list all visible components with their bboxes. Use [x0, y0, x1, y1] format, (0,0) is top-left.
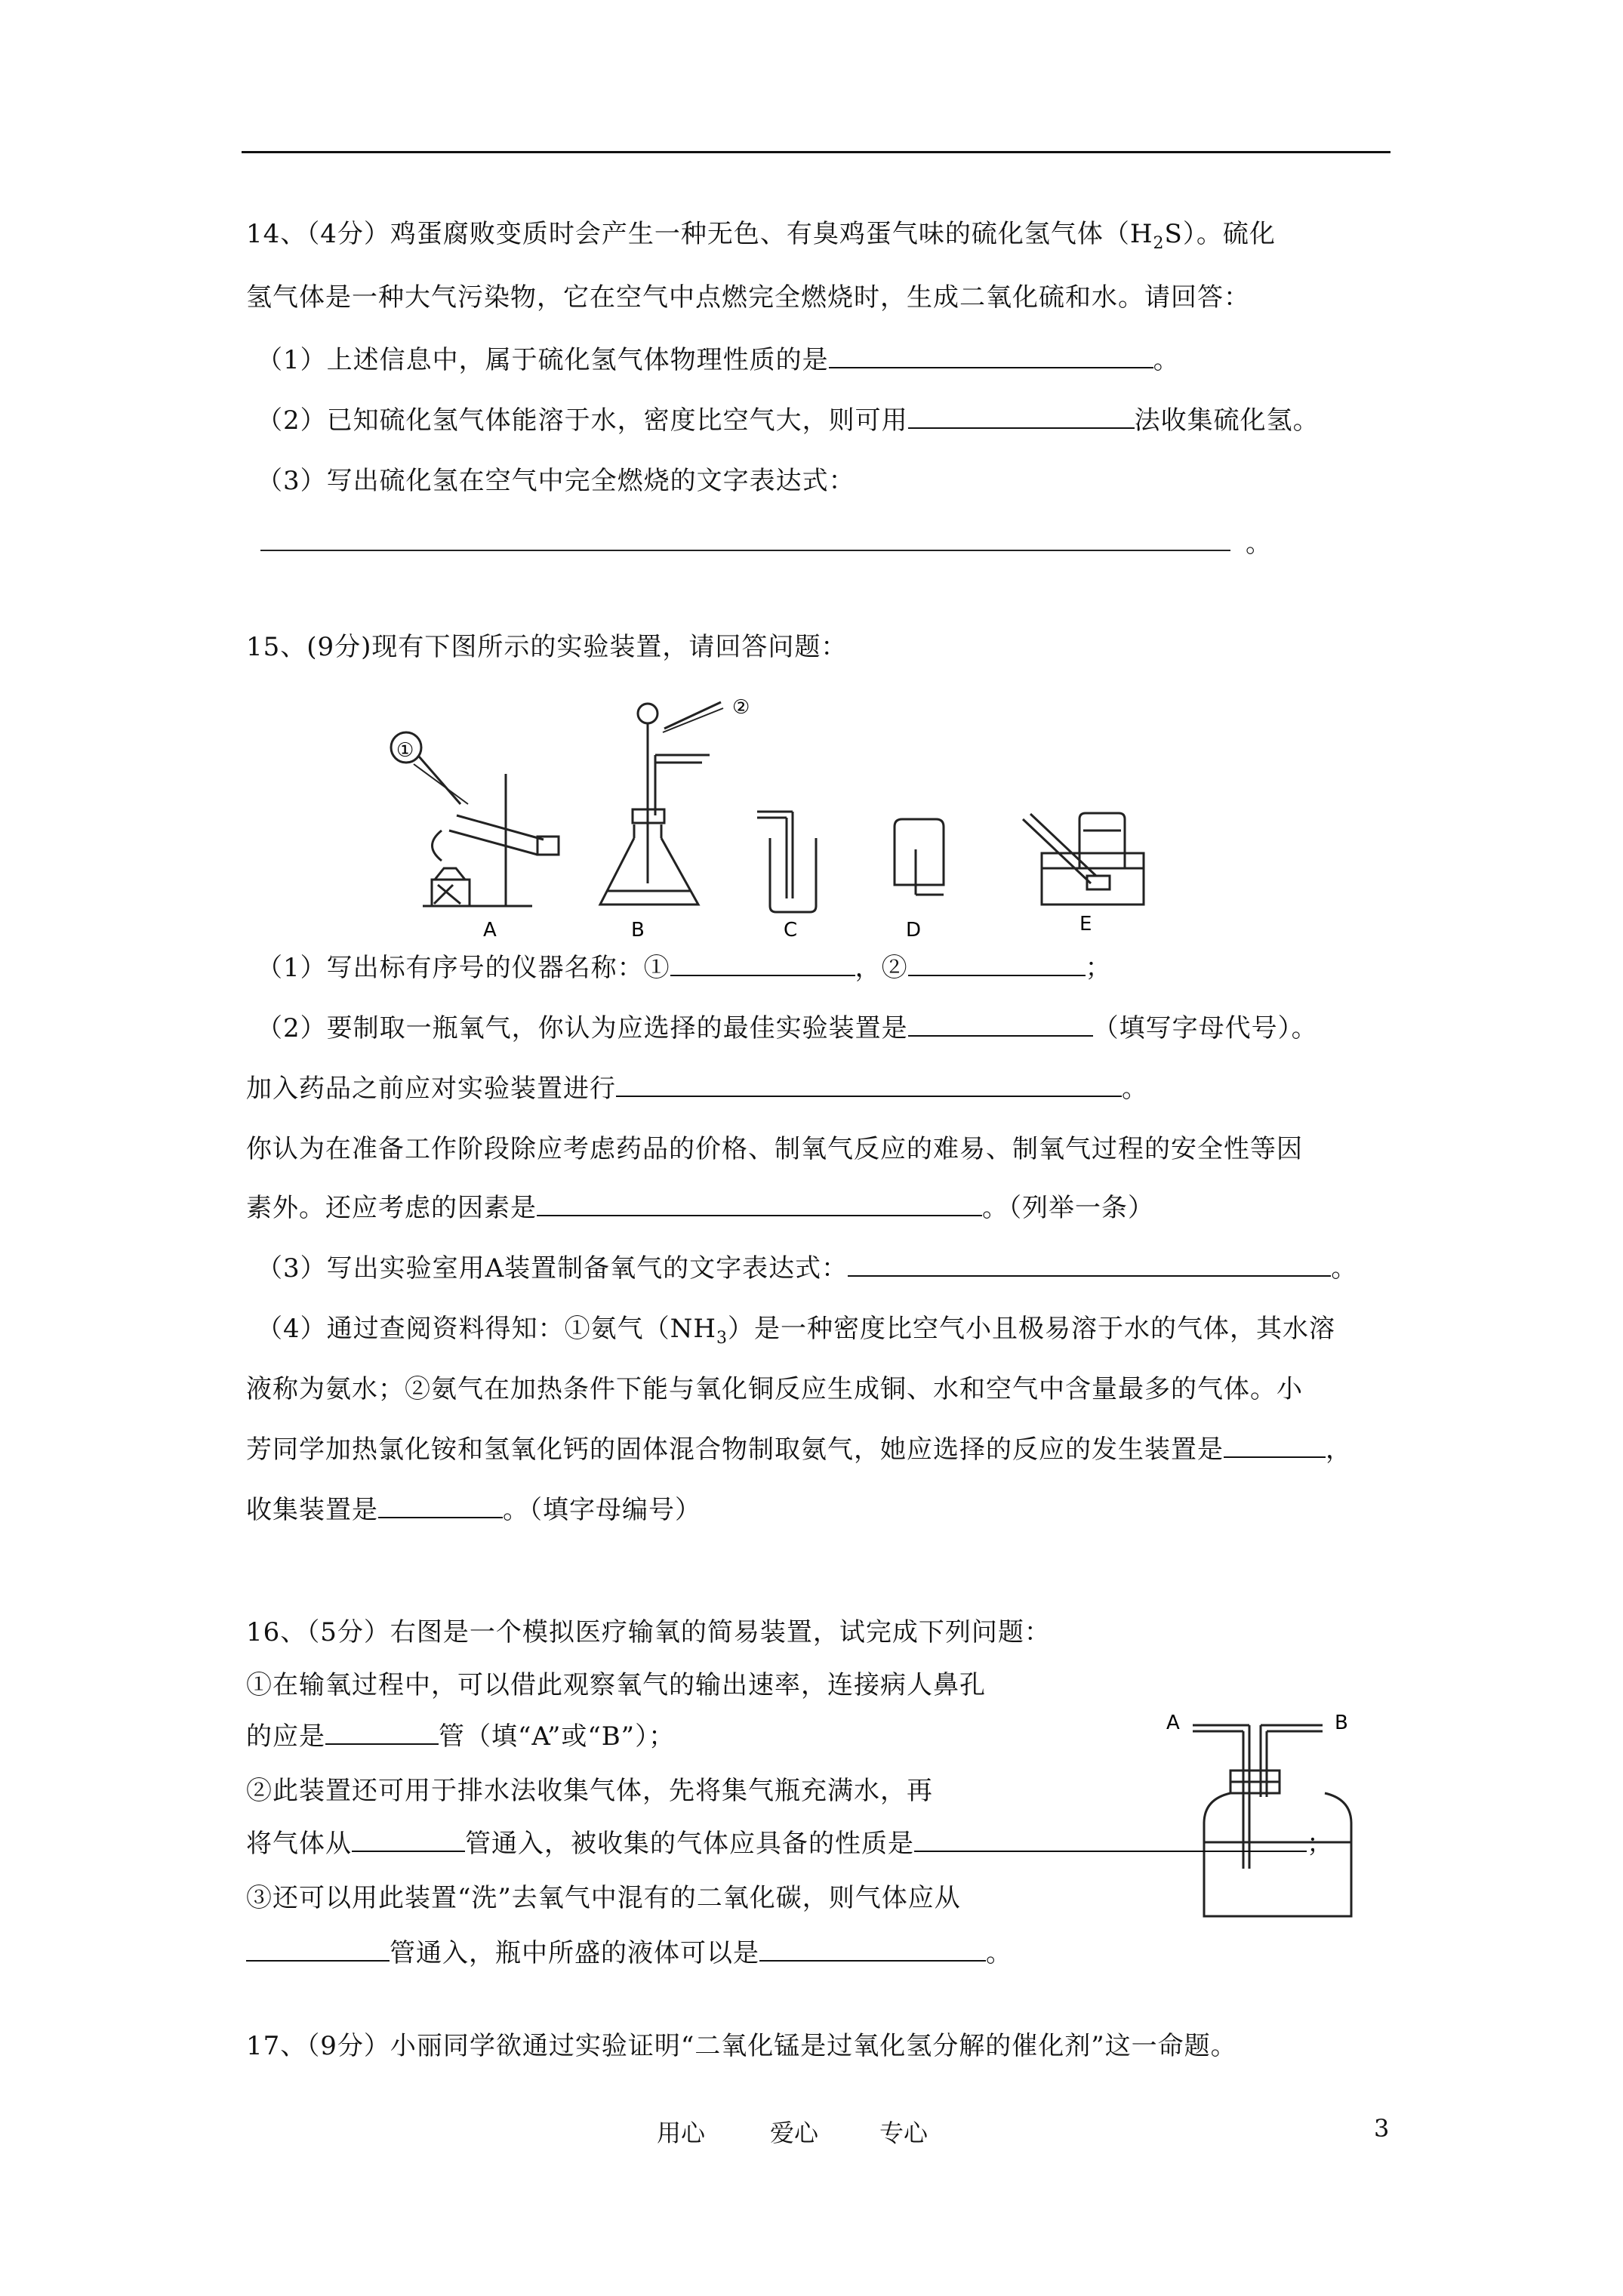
q14-line-2: 氢气体是一种大气污染物，它在空气中点燃完全燃烧时，生成二氧化硫和水。请回答：	[246, 282, 1250, 313]
q16-line-2: 的应是 管（填“A”或“B”）；	[246, 1721, 676, 1752]
q16-label-a: A	[1166, 1712, 1180, 1734]
q16-label-b: B	[1335, 1712, 1348, 1734]
q16-blank-2[interactable]	[352, 1828, 465, 1852]
circled-label-2: ②	[732, 696, 750, 719]
q16-title: 16、（5分）右图是一个模拟医疗输氧的简易装置，试完成下列问题：	[246, 1617, 1051, 1647]
label-d: D	[906, 919, 922, 942]
callout-line-2	[663, 708, 723, 732]
q15-part-1: （1）写出标有序号的仪器名称：① ，② ；	[257, 953, 1112, 983]
q16-line-6: 管通入，瓶中所盛的液体可以是 。	[246, 1937, 1012, 1970]
q16-blank-4[interactable]	[246, 1937, 390, 1962]
q15-blank-8[interactable]	[378, 1494, 503, 1518]
q15-blank-3[interactable]	[908, 1012, 1093, 1037]
q15-blank-1[interactable]	[670, 952, 855, 976]
q15-part-4b: 液称为氨水；②氨气在加热条件下能与氧化铜反应生成铜、水和空气中含量最多的气体。小	[246, 1374, 1303, 1404]
page-number: 3	[1374, 2114, 1390, 2143]
q16-apparatus	[1193, 1725, 1351, 1916]
q14-part-1: （1）上述信息中，属于硫化氢气体物理性质的是 。	[257, 345, 1180, 375]
q15-part-2c: 你认为在准备工作阶段除应考虑药品的价格、制氧气反应的难易、制氧气过程的安全性等因	[246, 1134, 1303, 1164]
q15-part-4c: 芳同学加热氯化铵和氢氧化钙的固体混合物制取氨气，她应选择的反应的发生装置是 ，	[246, 1435, 1352, 1465]
apparatus-e	[1023, 813, 1144, 905]
q15-part-4d: 收集装置是 。（填字母编号）	[246, 1495, 701, 1525]
apparatus-c	[757, 812, 816, 912]
q15-part-2d: 素外。还应考虑的因素是 。（列举一条）	[246, 1193, 1154, 1223]
q15-part-3: （3）写出实验室用A装置制备氧气的文字表达式： 。	[257, 1253, 1358, 1284]
footer-word-2: 爱心	[770, 2119, 819, 2147]
label-e: E	[1079, 913, 1092, 935]
footer-word-3: 专心	[879, 2119, 929, 2147]
q15-title: 15、(9分)现有下图所示的实验装置，请回答问题：	[246, 632, 848, 662]
q14-line-1: 14、（4分）鸡蛋腐败变质时会产生一种无色、有臭鸡蛋气味的硫化氢气体$(H_2S)$。硫化	[246, 219, 1276, 253]
q16-blank-1[interactable]	[325, 1721, 439, 1745]
q14-part-3: （3）写出硫化氢在空气中完全燃烧的文字表达式：	[257, 466, 855, 496]
q16-line-3: ②此装置还可用于排水法收集气体，先将集气瓶充满水，再	[246, 1776, 933, 1806]
footer-word-1: 用心	[657, 2119, 706, 2147]
circled-label-1: ①	[396, 739, 414, 762]
q17-title: 17、（9分）小丽同学欲通过实验证明“二氧化锰是过氧化氢分解的催化剂”这一命题。	[246, 2031, 1237, 2061]
q14-part-3-end: 。	[1246, 529, 1272, 559]
label-c: C	[784, 919, 798, 942]
q15-blank-5[interactable]	[537, 1192, 982, 1216]
q16-line-4: 将气体从 管通入，被收集的气体应具备的性质是 ；	[246, 1829, 1333, 1859]
q16-line-5: ③还可以用此装置“洗”去氧气中混有的二氧化碳，则气体应从	[246, 1883, 961, 1913]
q15-part-2: （2）要制取一瓶氧气，你认为应选择的最佳实验装置是 （填写字母代号）。	[257, 1013, 1318, 1043]
label-a: A	[483, 919, 497, 942]
q15-part-2b: 加入药品之前应对实验装置进行 。	[246, 1074, 1148, 1104]
q15-part-4a: （4）通过查阅资料得知：①氨气$(NH_3)$是一种密度比空气小且极易溶于水的气体，其水溶	[257, 1314, 1336, 1348]
apparatus-a	[391, 732, 559, 906]
q15-blank-6[interactable]	[848, 1253, 1331, 1277]
q15-blank-7[interactable]	[1224, 1434, 1326, 1458]
q16-line-1: ①在输氧过程中，可以借此观察氧气的输出速率，连接病人鼻孔	[246, 1670, 986, 1700]
label-b: B	[631, 919, 645, 942]
q16-blank-5[interactable]	[759, 1937, 986, 1962]
q15-blank-4[interactable]	[616, 1073, 1122, 1097]
callout-line-1	[414, 764, 468, 804]
apparatus-b	[600, 702, 721, 905]
apparatus-d	[895, 819, 944, 895]
q14-part-2: （2）已知硫化氢气体能溶于水，密度比空气大，则可用 法收集硫化氢。	[257, 405, 1320, 436]
q15-blank-2[interactable]	[908, 952, 1086, 976]
q16-blank-3[interactable]	[914, 1828, 1307, 1852]
